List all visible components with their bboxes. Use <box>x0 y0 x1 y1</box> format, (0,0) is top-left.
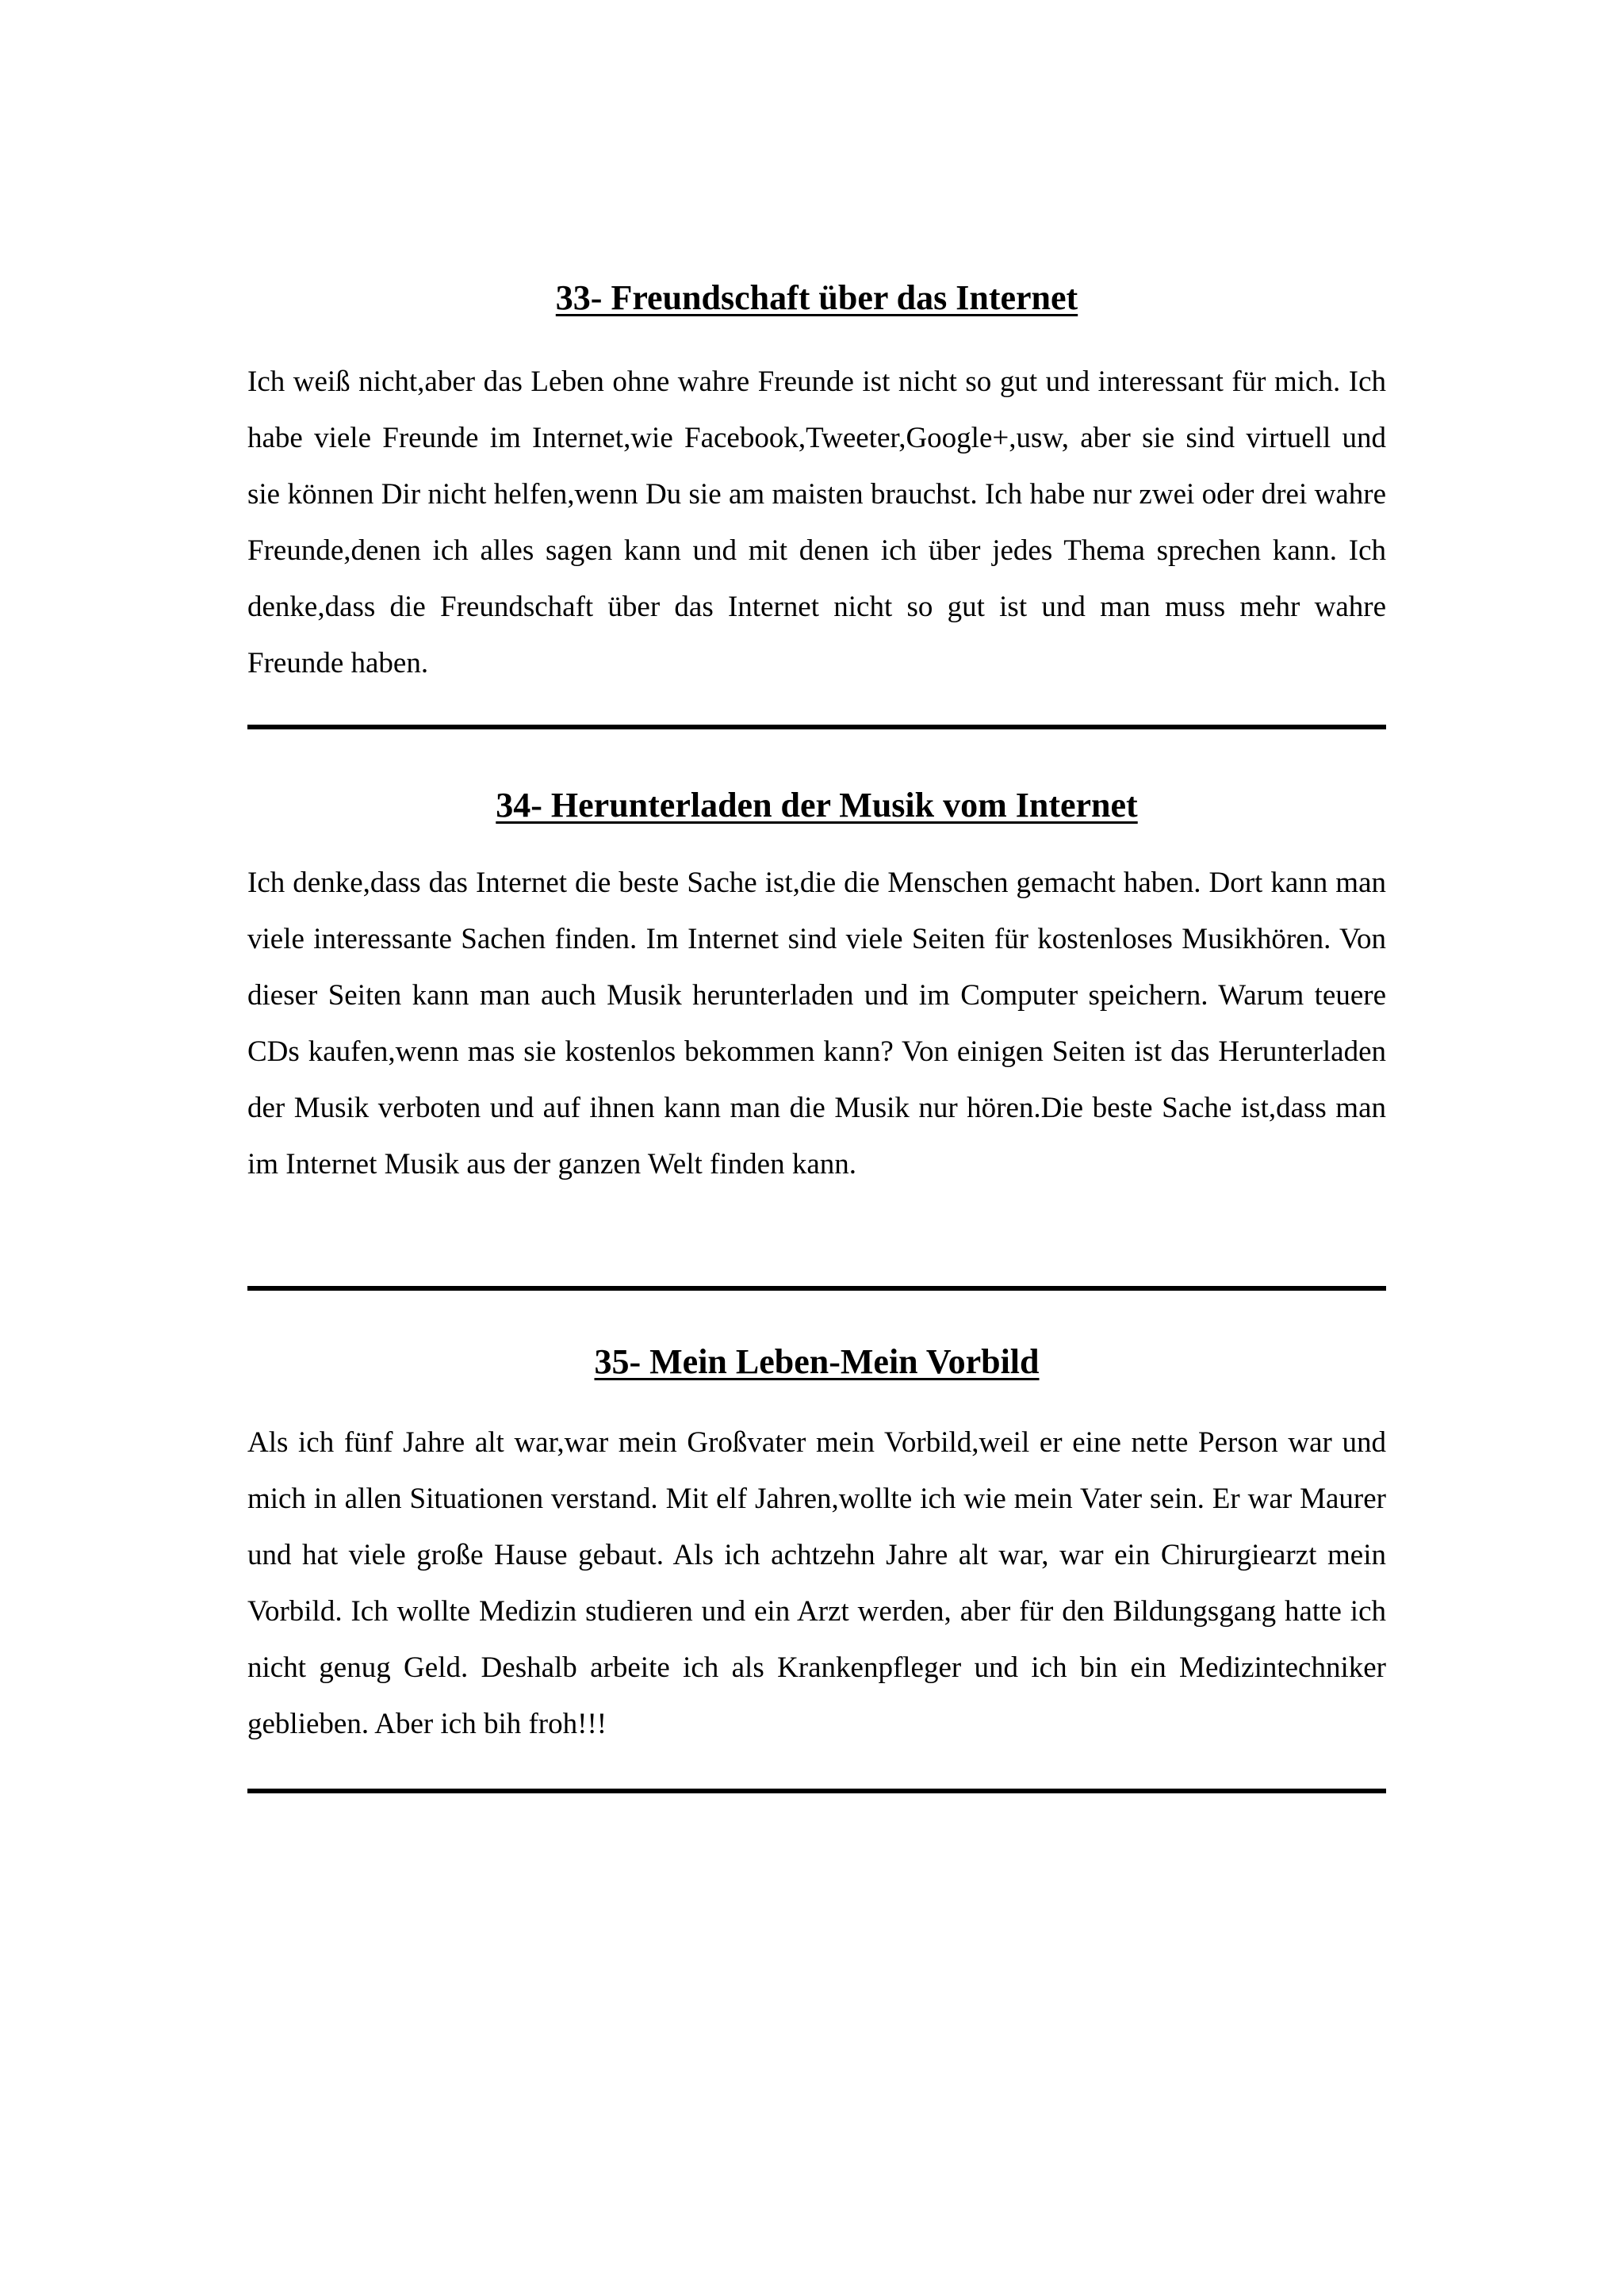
section-heading: 34- Herunterladen der Musik vom Internet <box>496 786 1138 825</box>
section-divider <box>247 725 1386 729</box>
section-paragraph: Ich denke,dass das Internet die beste Sache ist,die die Menschen gemacht haben. Dort kann man viele interessante Sachen finden. Im Internet sind viele Seiten für kostenloses Musikhören. Von dieser Seiten kann man auch Musik herunterladen und im Computer speichern. Warum teuere CDs kaufen,wenn mas sie kostenlos bekommen kann? Von einigen Seiten ist das Herunterladen der Musik verboten und auf ihnen kann man die Musik nur hören.Die beste Sache ist,dass man im Internet Musik aus der ganzen Welt finden kann. <box>247 867 1386 1181</box>
section-heading: 35- Mein Leben-Mein Vorbild <box>594 1342 1040 1381</box>
section-35 <box>247 1338 1386 1782</box>
section-heading: 33- Freundschaft über das Internet <box>555 278 1078 317</box>
section-paragraph: Als ich fünf Jahre alt war,war mein Großvater mein Vorbild,weil er eine nette Person war und mich in allen Situationen verstand. Mit elf Jahren,wollte ich wie mein Vater sein. Er war Maurer und hat viele große Hause gebaut. Als ich achtzehn Jahre alt war, war ein Chirurgiearzt mein Vorbild. Ich wollte Medizin studieren und ein Arzt werden, aber für den Bildungsgang hatte ich nicht genug Geld. Deshalb arbeite ich als Krankenpfleger und ich bin ein Medizintechniker geblieben. Aber ich bih froh!!! <box>247 1426 1386 1740</box>
section-divider <box>247 1286 1386 1291</box>
section-paragraph: Ich weiß nicht,aber das Leben ohne wahre Freunde ist nicht so gut und interessant für mich. Ich habe viele Freunde im Internet,wie Facebook,Tweeter,Google+,usw, aber sie sind virtuell und sie können Dir nicht helfen,wenn Du sie am maisten brauchst. Ich habe nur zwei oder drei wahre Freunde,denen ich alles sagen kann und mit denen ich über jedes Thema sprechen kann. Ich denke,dass die Freundschaft über das Internet nicht so gut ist und man muss mehr wahre Freunde haben. <box>247 365 1386 679</box>
section-divider <box>247 1789 1386 1793</box>
section-33 <box>247 274 1386 702</box>
section-34 <box>247 782 1386 1273</box>
